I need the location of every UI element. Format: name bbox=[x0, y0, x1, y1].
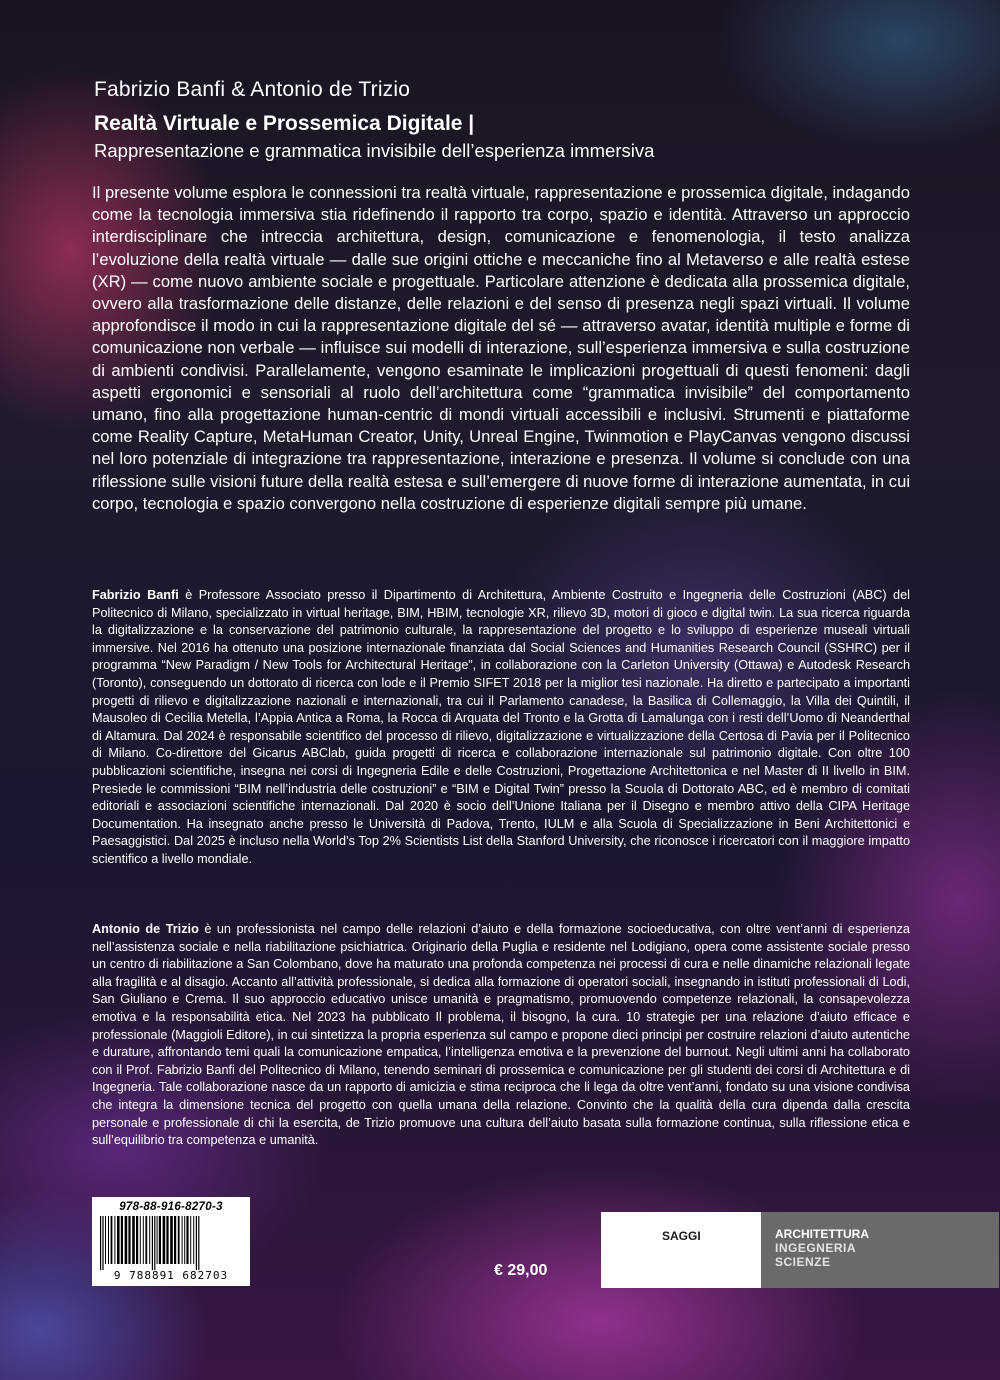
barcode-bar bbox=[193, 1216, 194, 1264]
bio-author-name: Antonio de Trizio bbox=[92, 922, 199, 936]
barcode-icon bbox=[98, 1216, 244, 1270]
barcode-bar bbox=[136, 1216, 138, 1264]
isbn-number: 978-88-916-8270-3 bbox=[119, 1201, 223, 1213]
ean-digits: 9 788891 682703 bbox=[113, 1269, 229, 1282]
barcode-bar bbox=[159, 1216, 161, 1264]
barcode-bar bbox=[190, 1216, 191, 1264]
category-sub-1: INGEGNERIA bbox=[775, 1241, 857, 1255]
barcode-bar bbox=[166, 1216, 168, 1264]
barcode-bar bbox=[198, 1216, 199, 1270]
barcode-bar bbox=[154, 1216, 155, 1270]
barcode-bar bbox=[186, 1216, 188, 1264]
barcode-bar bbox=[132, 1216, 135, 1264]
abstract-paragraph: Il presente volume esplora le connessioni tra realtà virtuale, rappresentazione e prossemica digitale, indagando come la tecnologia immersiva stia ridefinendo il rapporto tra corpo, spazio e identità. Attraverso un approccio interdisciplinare che intreccia architettura, design, comunicazione e fenomenologia, il testo analizza l’evoluzione della realtà virtuale — dalle sue origini ottiche e meccaniche fino al Metaverso e alle realtà estese (XR) — come nuovo ambiente sociale e progettuale. Particolare attenzione è dedicata alla prossemica digitale, ovvero alla trasformazione delle distanze, delle relazioni e del senso di presenza negli spazi virtuali. Il volume approfondisce il modo in cui la rappresentazione digitale del sé — attraverso avatar, identità multiple e forme di comunicazione non verbale — influisce sui modelli di interazione, sull’esperienza immersiva e sulla costruzione di ambienti condivisi. Parallelamente, vengono esaminate le implicazioni progettuali di questi fenomeni: dagli aspetti ergonomici e sensoriali al ruolo dell’architettura come “grammatica invisibile” del comportamento umano, fino alla progettazione human-centric di mondi virtuali accessibili e inclusivi. Strumenti e piattaforme come Reality Capture, MetaHuman Creator, Unity, Unreal Engine, Twinmotion e PlayCanvas vengono discussi nel loro potenziale di integrazione tra rappresentazione, interazione e presenza. Il volume si conclude con una riflessione sulle visioni future della realtà estesa e sull’emergere di nuove forme di interazione aumentata, in cui corpo, tecnologia e spazio convergono nella costruzione di esperienze digitali sempre più umane. bbox=[92, 183, 910, 513]
barcode-bar bbox=[152, 1216, 153, 1270]
barcode-bar bbox=[140, 1216, 141, 1264]
barcode-bar bbox=[145, 1216, 147, 1264]
category-sub-2: SCIENZE bbox=[775, 1255, 831, 1269]
barcode-bar bbox=[178, 1216, 180, 1264]
barcode-bar bbox=[114, 1216, 115, 1264]
barcode-bar bbox=[121, 1216, 123, 1264]
barcode-bar bbox=[117, 1216, 120, 1264]
bio-author-name: Fabrizio Banfi bbox=[92, 588, 179, 602]
barcode-bar bbox=[100, 1216, 101, 1270]
category-block bbox=[761, 1212, 999, 1288]
book-subtitle: Rappresentazione e grammatica invisibile dell’esperienza immersiva bbox=[94, 140, 655, 161]
series-label bbox=[601, 1212, 999, 1288]
authors: Fabrizio Banfi & Antonio de Trizio bbox=[94, 78, 411, 101]
book-title: Realtà Virtuale e Prossemica Digitale | bbox=[94, 112, 475, 135]
barcode-bar bbox=[125, 1216, 128, 1264]
barcode-bar bbox=[108, 1216, 109, 1264]
barcode-bar bbox=[105, 1216, 106, 1264]
barcode-bar bbox=[102, 1216, 103, 1270]
author-bio-banfi bbox=[92, 587, 910, 869]
barcode-bar bbox=[111, 1216, 113, 1264]
barcode-bar bbox=[170, 1216, 173, 1264]
barcode-bar bbox=[157, 1216, 158, 1264]
barcode-bar bbox=[128, 1216, 130, 1264]
collection-label: SAGGI bbox=[601, 1212, 761, 1288]
cover-header bbox=[94, 76, 954, 164]
barcode-bar bbox=[182, 1216, 183, 1264]
barcode-bar bbox=[184, 1216, 185, 1264]
barcode-bar bbox=[149, 1216, 150, 1264]
author-bio-de-trizio bbox=[92, 921, 910, 1150]
bio-text: è un professionista nel campo delle relazioni d’aiuto e della formazione socioeducativa, con oltre vent’anni di esperienza nell’assistenza sociale e nella riabilitazione psichiatrica. Originario della Puglia e residente nel Lodigiano, opera come assistente sociale presso un centro di riabilitazione a San Colombano, dove ha maturato una profonda competenza nei processi di cura e nelle dinamiche relazionali legate alla fragilità e al disagio. Accanto all’attività professionale, si dedica alla formazione di operatori sociali, insegnando in istituti professionali di Lodi, San Giuliano e Crema. Il suo approccio educativo unisce umanità e pragmatismo, promuovendo competenze relazionali, la consapevolezza emotiva e la responsabilità etica. Nel 2023 ha pubblicato Il problema, il bisogno, la cura. 10 strategie per una relazione d’aiuto efficace e professionale (Maggioli Editore), in cui sintetizza la propria esperienza sul campo e propone dieci principi per costruire relazioni d’aiuto autentiche e durature, affrontando temi quali la comunicazione empatica, l’intelligenza emotiva e la prevenzione del burnout. Negli ultimi anni ha collaborato con il Prof. Fabrizio Banfi del Politecnico di Milano, tenendo seminari di prossemica e comunicazione per gli studenti dei corsi di Architettura e di Ingegneria. Tale collaborazione nasce da un rapporto di amicizia e stima reciproca che li lega da oltre vent’anni, fondato su una visione condivisa che integra la dimensione tecnica del progetto con quella umana della relazione. Convinto che la qualità della cura dipenda dalla crescita personale e professionale di chi la esercita, de Trizio promuove una cultura dell’aiuto basata sulla formazione continua, sulla riflessione etica e sull’equilibrio tra competenza e umanità. bbox=[92, 922, 910, 1148]
barcode-bar bbox=[143, 1216, 144, 1264]
category-main: ARCHITETTURA bbox=[775, 1227, 869, 1241]
bio-text: è Professore Associato presso il Dipartimento di Architettura, Ambiente Costruito e Ingegneria delle Costruzioni (ABC) del Politecnico di Milano, specializzato in virtual heritage, BIM, HBIM, tecnologie XR, rilievo 3D, motori di gioco e digital twin. La sua ricerca riguarda la digitalizzazione e la conservazione del patrimonio culturale, la rappresentazione del progetto e lo sviluppo di esperienze museali virtuali immersive. Nel 2016 ha ottenuto una posizione internazionale finanziata dal Social Sciences and Humanities Research Council (SSHRC) per il programma “New Paradigm / New Tools for Architectural Heritage”, in collaborazione con la Carleton University (Ottawa) e Autodesk Research (Toronto), conseguendo un dottorato di ricerca con lode e il Premio SIFET 2018 per la miglior tesi nazionale. Ha diretto e partecipato a importanti progetti di rilievo e digitalizzazione nazionali e internazionali, tra cui il Parlamento canadese, la Basilica di Collemaggio, la Villa dei Quintili, il Mausoleo di Cecilia Metella, l’Appia Antica a Roma, la Rocca di Arquata del Tronto e la Grotta di Lamalunga con i resti dell’Uomo di Neanderthal di Altamura. Dal 2024 è responsabile scientifico del processo di rilievo, digitalizzazione e virtualizzazione della Certosa di Pavia per il Politecnico di Milano. Co-direttore del Gicarus ABClab, guida progetti di ricerca e collaborazione internazionale sul patrimonio digitale. Con oltre 100 pubblicazioni scientifiche, insegna nei corsi di Ingegneria Edile e delle Costruzioni, Progettazione Architettonica e nel Master di II livello in BIM. Presiede le commissioni “BIM nell’industria delle costruzioni” e “BIM e Digital Twin” presso la Scuola di Dottorato ABC, ed è membro di comitati editoriali e associazioni scientifiche internazionali. Dal 2020 è socio dell’Unione Italiana per il Disegno e membro attivo della CIPA Heritage Documentation. Ha insegnato anche presso le Università di Padova, Trento, IULM e alla Scuola di Specializzazione in Beni Architettonici e Paesaggistici. Dal 2025 è incluso nella World’s Top 2% Scientists List della Stanford University, che riconosce i ricercatori con il maggiore impatto scientifico a livello mondiale. bbox=[92, 588, 910, 866]
barcode-bar bbox=[174, 1216, 176, 1264]
price: € 29,00 bbox=[494, 1262, 548, 1279]
barcode-bar bbox=[196, 1216, 197, 1270]
barcode-bar bbox=[163, 1216, 166, 1264]
isbn-barcode bbox=[92, 1197, 250, 1286]
